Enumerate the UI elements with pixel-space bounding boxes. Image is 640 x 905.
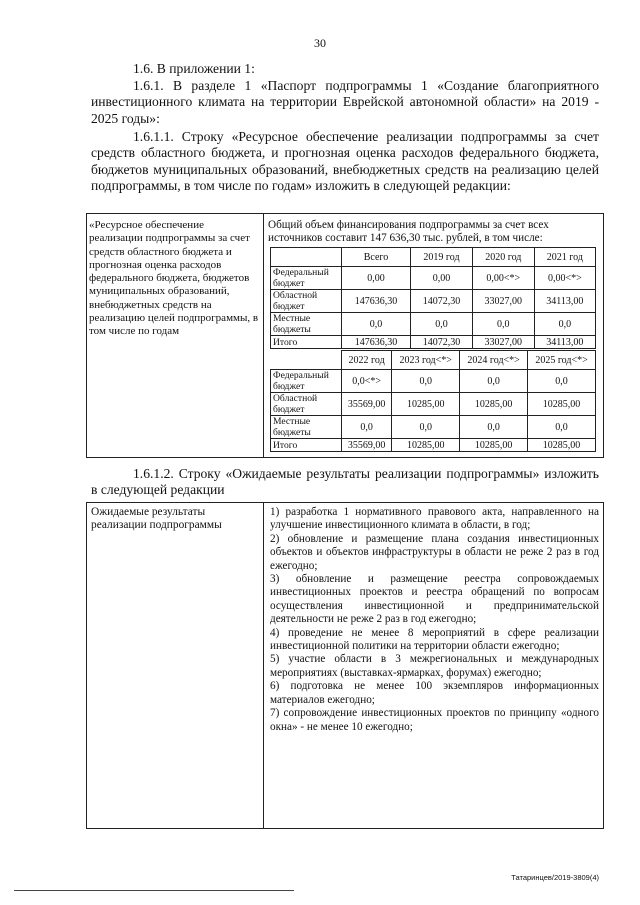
table-cell: 0,0: [342, 416, 392, 439]
table-row: [271, 416, 596, 439]
table-cell: 0,0: [460, 370, 528, 393]
list-item: 1) разработка 1 нормативного правового акта, направленного на улучшение инвестиционного климата в области, в год;: [270, 506, 599, 532]
table-cell: [271, 351, 342, 370]
row-label: Местные бюджеты: [271, 416, 342, 439]
table-header: 2022 год: [342, 351, 392, 370]
row-label: Областной бюджет: [271, 290, 342, 313]
list-item: 4) проведение не менее 8 мероприятий в сфере реализации инвестиционной политики на территории области ежегодно;: [270, 626, 599, 653]
row-label: Местные бюджеты: [271, 313, 342, 336]
table-cell: 0,0<*>: [342, 370, 392, 393]
list-item: 5) участие области в 3 межрегиональных и международных мероприятиях (выставках-ярмарках, форумах) ежегодно;: [270, 653, 599, 679]
list-item: 6) подготовка не менее 100 экземпляров информационных материалов ежегодно;: [270, 680, 599, 706]
expected-results-divider: [263, 502, 264, 829]
table-header: 2025 год<*>: [528, 351, 596, 370]
table-cell: 0,0: [534, 313, 595, 336]
table-header: 2019 год: [411, 248, 473, 267]
row-label: Федеральный бюджет: [271, 267, 342, 290]
list-item: 3) обновление и размещение реестра сопровождаемых инвестиционных проектов и реестра обращений по вопросам осуществления инвестиционной и предпринимательской деятельности не реже 2 раз в год ежегодно;: [270, 573, 599, 626]
table-cell: 34113,00: [534, 290, 595, 313]
table-cell: 10285,00: [392, 393, 460, 416]
table-cell: 0,0: [392, 416, 460, 439]
table-cell: 33027,00: [472, 290, 534, 313]
table-cell: 0,0: [411, 313, 473, 336]
table-cell: 35569,00: [342, 439, 392, 452]
heading-1-6-1-1: 1.6.1.1. Строку «Ресурсное обеспечение реализации подпрограммы за счет средств областного бюджета, и прогнозная оценка расходов федерального бюджета, бюджетов муниципальных образований, внебюджетных средств на реализацию целей подпрограммы, в том числе по годам» изложить в следующей редакции:: [91, 129, 599, 194]
table-cell: 34113,00: [534, 336, 595, 349]
resource-left-label: «Ресурсное обеспечение реализации подпрограммы за счет средств областного бюджета и прогнозная оценка расходов федерального бюджета, бюджетов муниципальных образований, внебюджетных средств на реализацию целей подпрограммы, в том числе по годам: [89, 219, 259, 338]
table-cell: 0,0: [528, 370, 596, 393]
table-header-row: [271, 248, 596, 267]
table-row-total: [271, 336, 596, 349]
table-cell: 10285,00: [460, 439, 528, 452]
finance-table-1: [270, 247, 596, 349]
table-cell: 10285,00: [528, 439, 596, 452]
table-header-row: [271, 351, 596, 370]
page-number: 30: [314, 36, 326, 50]
table-row: [271, 290, 596, 313]
table-cell: 147636,30: [342, 336, 411, 349]
table-cell: 0,0: [392, 370, 460, 393]
table-cell: 14072,30: [411, 336, 473, 349]
table-cell: 0,0: [342, 313, 411, 336]
table-cell: 14072,30: [411, 290, 473, 313]
table-header: 2020 год: [472, 248, 534, 267]
table-cell: 147636,30: [342, 290, 411, 313]
footer-divider: [14, 890, 294, 891]
table-cell: 10285,00: [460, 393, 528, 416]
table-cell: 0,0: [472, 313, 534, 336]
heading-1-6-1: 1.6.1. В разделе 1 «Паспорт подпрограммы 1 «Создание благоприятного инвестиционного климата на территории Еврейской автономной области» на 2019 - 2025 годы»:: [91, 78, 599, 126]
table-row: [271, 370, 596, 393]
resource-row-divider: [263, 213, 264, 458]
table-header: Всего: [342, 248, 411, 267]
list-item: 2) обновление и размещение плана создания инвестиционных объектов и объектов инфраструктуры в области не реже 2 раз в год ежегодно;: [270, 532, 599, 572]
table-cell: 33027,00: [472, 336, 534, 349]
table-cell: [271, 248, 342, 267]
heading-1-6-1-2: 1.6.1.2. Строку «Ожидаемые результаты реализации подпрограммы» изложить в следующей редакции: [91, 466, 599, 498]
table-row: [271, 313, 596, 336]
table-header: 2023 год<*>: [392, 351, 460, 370]
finance-table-2: [270, 350, 596, 452]
table-cell: 10285,00: [528, 393, 596, 416]
row-label: Областной бюджет: [271, 393, 342, 416]
table-cell: 35569,00: [342, 393, 392, 416]
document-tag: Татаринцев/2019-3809(4): [511, 873, 599, 882]
table-cell: 0,00: [411, 267, 473, 290]
resource-total-line: Общий объем финансирования подпрограммы за счет всех источников составит 147 636,30 тыс. рублей, в том числе:: [268, 219, 549, 245]
table-row: [271, 267, 596, 290]
table-cell: 0,00<*>: [472, 267, 534, 290]
table-row-total: [271, 439, 596, 452]
table-header: 2021 год: [534, 248, 595, 267]
table-row: [271, 393, 596, 416]
table-header: 2024 год<*>: [460, 351, 528, 370]
row-label: Итого: [271, 439, 342, 452]
table-cell: 0,0: [528, 416, 596, 439]
table-cell: 10285,00: [392, 439, 460, 452]
table-cell: 0,00<*>: [534, 267, 595, 290]
table-cell: 0,00: [342, 267, 411, 290]
expected-results-list: [270, 506, 599, 734]
expected-results-label: Ожидаемые результаты реализации подпрограммы: [91, 506, 222, 532]
list-item: 7) сопровождение инвестиционных проектов по принципу «одного окна» - не менее 10 ежегодно;: [270, 707, 599, 733]
row-label: Федеральный бюджет: [271, 370, 342, 393]
row-label: Итого: [271, 336, 342, 349]
heading-1-6: 1.6. В приложении 1:: [133, 61, 255, 76]
table-cell: 0,0: [460, 416, 528, 439]
